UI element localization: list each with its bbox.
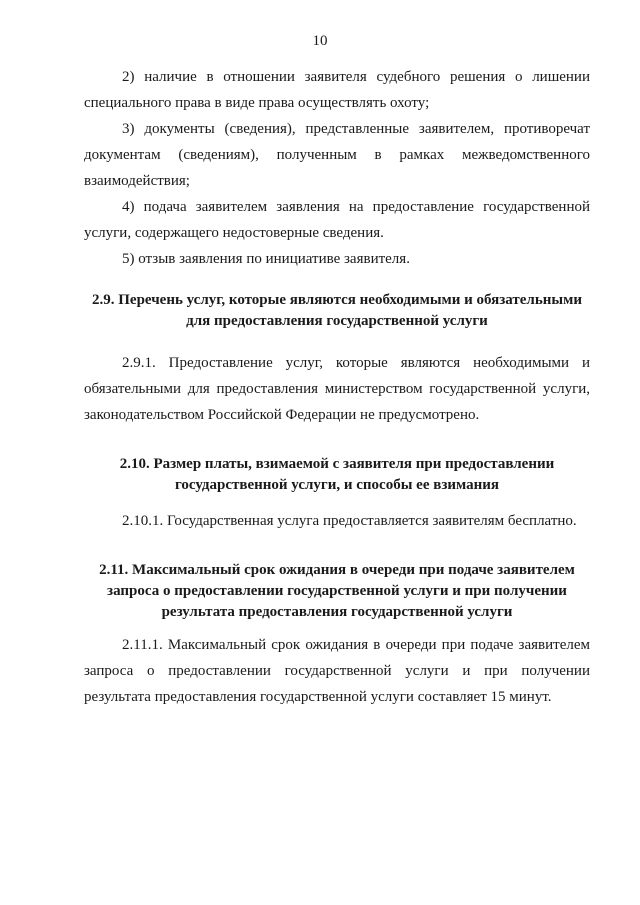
list-item-3: 3) документы (сведения), представленные заявителем, противоречат документам (сведениям), полученным в рамках межведомственного взаимодействия; [84,121,590,189]
list-item-4: 4) подача заявителем заявления на предоставление государственной услуги, содержащего недостоверные сведения. [84,199,590,241]
section-2-11-paragraph: 2.11.1. Максимальный срок ожидания в очереди при подаче заявителем запроса о предоставлении государственной услуги и при получении результата предоставления государственной услуги составляет 15 минут. [84,637,590,705]
page-number: 10 [312,33,328,49]
list-item-2: 2) наличие в отношении заявителя судебного решения о лишении специального права в виде права осуществлять охоту; [84,69,590,111]
section-2-11-heading: 2.11. Максимальный срок ожидания в очереди при подаче заявителем запроса о предоставлении государственной услуги и при получении результата предоставления государственной услуги [99,562,575,620]
section-2-9-paragraph: 2.9.1. Предоставление услуг, которые являются необходимыми и обязательными для предоставления министерством государственной услуги, законодательством Российской Федерации не предусмотрено. [84,355,590,423]
list-item-5: 5) отзыв заявления по инициативе заявителя. [122,251,410,267]
section-2-10-paragraph: 2.10.1. Государственная услуга предоставляется заявителям бесплатно. [122,513,577,529]
section-2-9-heading: 2.9. Перечень услуг, которые являются необходимыми и обязательными для предоставления государственной услуги [92,292,582,329]
section-2-10-heading: 2.10. Размер платы, взимаемой с заявителя при предоставлении государственной услуги, и способы ее взимания [119,456,555,493]
